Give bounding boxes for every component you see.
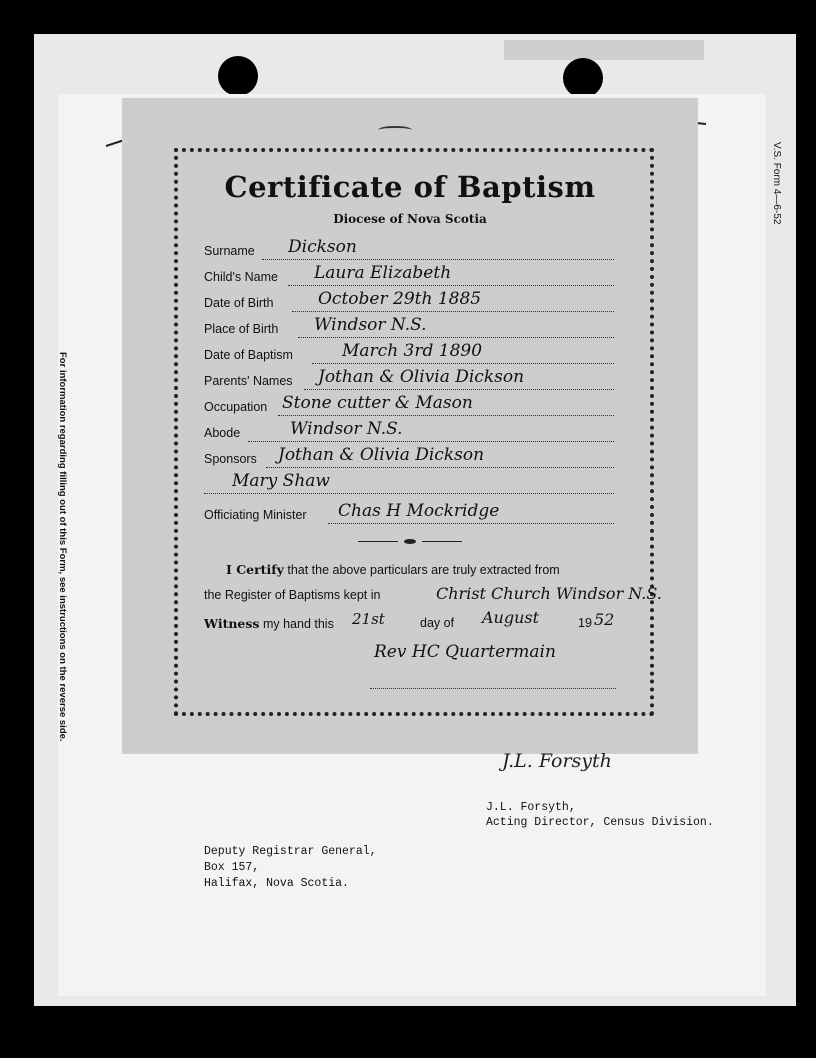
- witness-statement: [204, 616, 334, 631]
- field-sponsors: [204, 445, 614, 468]
- field-sponsors-continued: [204, 471, 614, 494]
- year-prefix: 19: [578, 616, 592, 630]
- witness-month: August: [482, 608, 540, 627]
- field-value: Jothan & Olivia Dickson: [318, 367, 525, 387]
- field-value: October 29th 1885: [318, 289, 482, 309]
- field-line: [288, 285, 614, 286]
- address-line: Deputy Registrar General,: [204, 845, 377, 858]
- baptism-certificate: [122, 98, 698, 754]
- certificate-notch: [378, 126, 412, 134]
- certify-word: I Certify: [226, 562, 284, 577]
- field-line: [292, 311, 614, 312]
- field-line: [278, 415, 614, 416]
- field-label: Date of Birth: [204, 296, 274, 310]
- divider-line: [358, 541, 398, 542]
- field-label: Occupation: [204, 400, 268, 414]
- field-line: [312, 363, 614, 364]
- field-label: Place of Birth: [204, 322, 279, 336]
- field-value: Chas H Mockridge: [338, 501, 500, 521]
- register-statement: [204, 588, 380, 602]
- field-value: Dickson: [288, 237, 357, 257]
- field-label: Parents' Names: [204, 374, 293, 388]
- field-occupation: [204, 393, 614, 416]
- field-line: [262, 259, 614, 260]
- field-label: Abode: [204, 426, 241, 440]
- address-line: Halifax, Nova Scotia.: [204, 877, 349, 890]
- certificate-title: Certificate of Baptism: [224, 170, 596, 204]
- side-instruction: For information regarding filling out of this Form, see instructions on the reverse side.: [57, 352, 68, 742]
- field-surname: [204, 237, 614, 260]
- signature-line: [370, 688, 616, 689]
- field-line: [266, 467, 614, 468]
- certify-text: that the above particulars are truly extracted from: [287, 563, 560, 577]
- field-label: Surname: [204, 244, 255, 258]
- certificate-subtitle: Diocese of Nova Scotia: [333, 212, 487, 226]
- field-value: Windsor N.S.: [314, 315, 427, 335]
- director-title: Acting Director, Census Division.: [486, 816, 714, 829]
- register-text: the Register of Baptisms kept in: [204, 588, 381, 602]
- field-label: Date of Baptism: [204, 348, 293, 362]
- field-line: [304, 389, 614, 390]
- rector-signature: Rev HC Quartermain: [374, 642, 556, 662]
- field-value: Stone cutter & Mason: [282, 393, 473, 413]
- witness-text: my hand this: [262, 617, 334, 631]
- ornament-divider: [358, 540, 462, 544]
- field-childs-name: [204, 263, 614, 286]
- field-value: March 3rd 1890: [342, 341, 483, 361]
- certify-statement: [226, 562, 560, 577]
- field-date-of-birth: [204, 289, 614, 312]
- witness-day: 21st: [352, 610, 385, 628]
- field-line: [298, 337, 614, 338]
- field-line: [248, 441, 614, 442]
- field-abode: [204, 419, 614, 442]
- director-name: J.L. Forsyth,: [486, 801, 576, 814]
- witness-word: Witness: [204, 616, 260, 631]
- form-number: V.S. Form 4—6-52: [771, 142, 782, 225]
- day-of-text: day of: [420, 616, 455, 630]
- field-value: Laura Elizabeth: [314, 263, 452, 283]
- director-signature: J.L. Forsyth: [502, 750, 612, 772]
- field-label: Officiating Minister: [204, 508, 307, 522]
- field-label: Child's Name: [204, 270, 278, 284]
- field-date-of-baptism: [204, 341, 614, 364]
- field-place-of-birth: [204, 315, 614, 338]
- field-parents-names: [204, 367, 614, 390]
- address-line: Box 157,: [204, 861, 260, 874]
- year-suffix: 52: [594, 610, 615, 629]
- divider-dot: [404, 539, 416, 544]
- field-value: Mary Shaw: [232, 471, 330, 491]
- divider-line: [422, 541, 462, 542]
- field-officiating-minister: [204, 501, 614, 524]
- register-value: Christ Church Windsor N.S.: [436, 584, 662, 603]
- field-label: Sponsors: [204, 452, 257, 466]
- field-line: [204, 493, 614, 494]
- field-value: Windsor N.S.: [290, 419, 403, 439]
- field-line: [328, 523, 614, 524]
- field-value: Jothan & Olivia Dickson: [278, 445, 485, 465]
